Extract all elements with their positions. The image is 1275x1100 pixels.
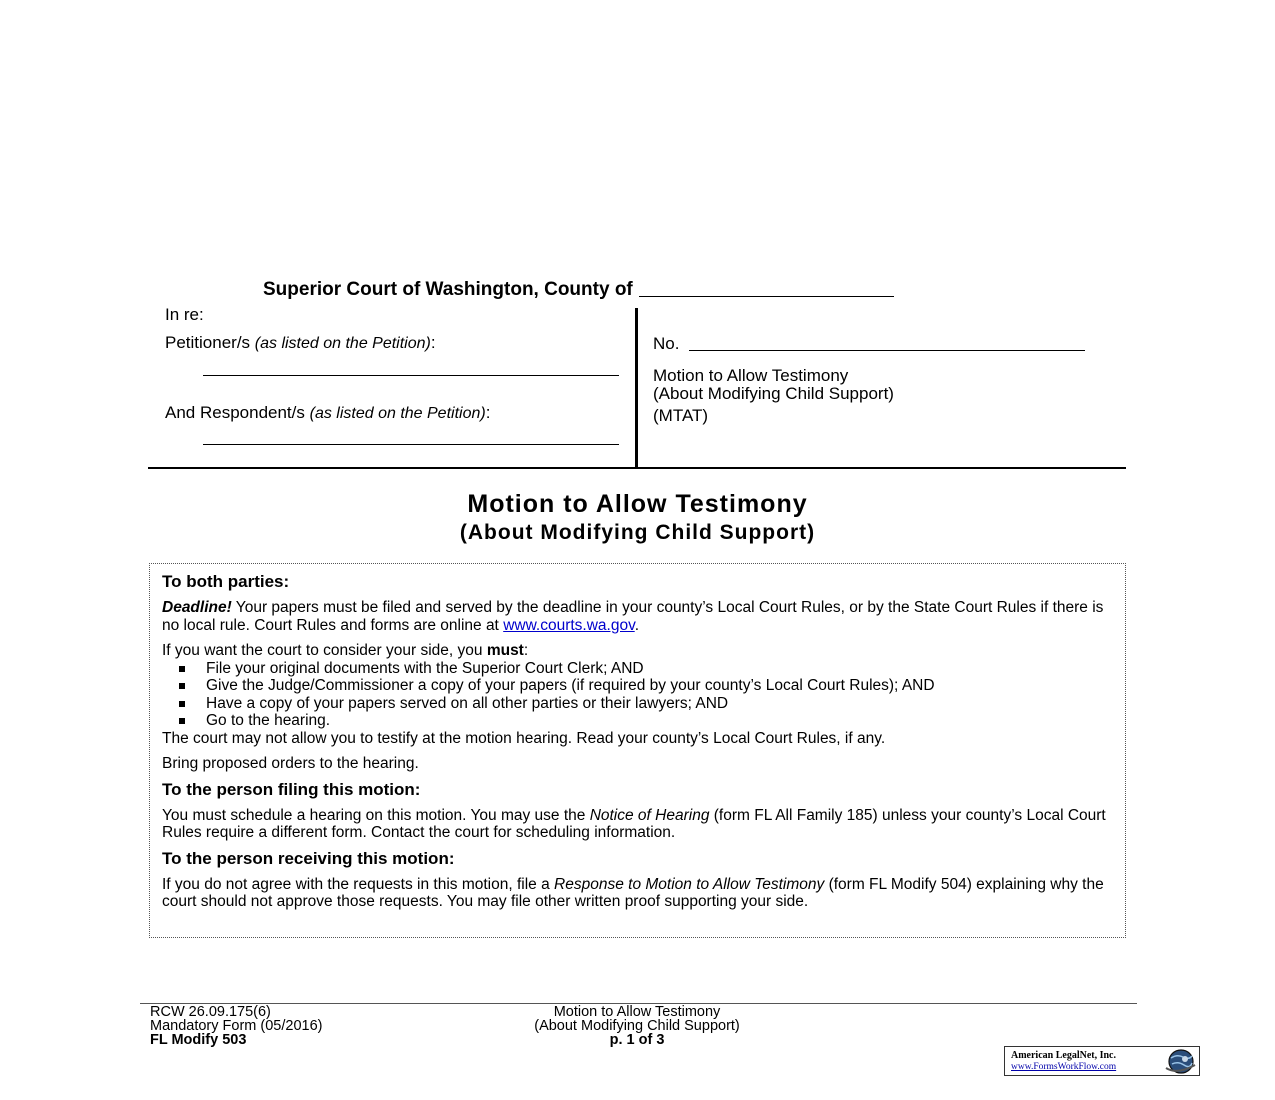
petitioner-label bbox=[165, 333, 436, 353]
petitioner-note: (as listed on the Petition) bbox=[254, 335, 431, 352]
respondent-label-text: And Respondent/s bbox=[165, 403, 310, 422]
caption-right bbox=[653, 334, 1085, 425]
caption-doc-title-line1: Motion to Allow Testimony bbox=[653, 366, 849, 385]
caption-bottom-rule bbox=[148, 467, 1126, 469]
case-number-line[interactable] bbox=[689, 335, 1085, 351]
document-title: Motion to Allow Testimony bbox=[467, 490, 808, 518]
must-word: must bbox=[486, 642, 524, 659]
receiving-paragraph bbox=[162, 876, 1113, 911]
list-item: Go to the hearing. bbox=[162, 712, 1113, 730]
in-re-label: In re: bbox=[165, 305, 204, 324]
county-blank-line[interactable] bbox=[639, 279, 894, 297]
court-title bbox=[263, 279, 894, 301]
filing-heading: To the person filing this motion: bbox=[162, 779, 421, 799]
case-number-label: No. bbox=[653, 334, 680, 353]
case-number-row bbox=[653, 334, 1085, 354]
list-item: Have a copy of your papers served on all other parties or their lawyers; AND bbox=[162, 695, 1113, 713]
must-intro-text: If you want the court to consider your side, you bbox=[162, 642, 487, 659]
must-colon: : bbox=[523, 642, 529, 659]
testify-note: The court may not allow you to testify at the motion hearing. Read your county’s Local Court Rules, if any. bbox=[162, 729, 886, 747]
petitioner-name-line[interactable] bbox=[203, 375, 619, 376]
footer-page-number: p. 1 of 3 bbox=[609, 1032, 665, 1048]
respondent-colon: : bbox=[485, 403, 491, 422]
document-subtitle: (About Modifying Child Support) bbox=[459, 521, 816, 544]
deadline-end: . bbox=[634, 616, 640, 634]
petitioner-label-text: Petitioner/s bbox=[165, 333, 255, 352]
requirements-list bbox=[162, 660, 1113, 730]
courts-link[interactable]: www.courts.wa.gov bbox=[503, 616, 635, 634]
instructions-box bbox=[149, 563, 1126, 938]
respondent-name-line[interactable] bbox=[203, 444, 619, 445]
respondent-label bbox=[165, 403, 490, 423]
logo-company: American LegalNet, Inc. bbox=[1011, 1050, 1116, 1061]
footer-form-id: FL Modify 503 bbox=[150, 1032, 247, 1048]
receiving-text-b: (form FL Modify 504) explaining why the court should not approve those requests. You may file other written proof supporting your side. bbox=[162, 875, 1104, 910]
list-item: File your original documents with the Superior Court Clerk; AND bbox=[162, 660, 1113, 678]
receiving-heading: To the person receiving this motion: bbox=[162, 848, 455, 868]
receiving-text-a: If you do not agree with the requests in this motion, file a bbox=[162, 875, 555, 893]
filing-text-a: You must schedule a hearing on this motion. You may use the bbox=[162, 806, 590, 824]
footer-title-line2: (About Modifying Child Support) bbox=[534, 1018, 740, 1034]
deadline-text: Your papers must be filed and served by the deadline in your county’s Local Court Rules, or by the State Court Rules if there is no local rule. Court Rules and forms are online at bbox=[162, 599, 1104, 634]
notice-of-hearing-form: Notice of Hearing bbox=[589, 806, 710, 824]
globe-icon bbox=[1163, 1048, 1197, 1075]
must-intro-paragraph bbox=[162, 642, 1113, 660]
filing-text-b: (form FL All Family 185) unless your county’s Local Court Rules require a different form. Contact the court for scheduling information. bbox=[162, 806, 1106, 841]
footer-center bbox=[487, 1005, 787, 1047]
footer-mandatory: Mandatory Form (05/2016) bbox=[150, 1018, 323, 1034]
filing-paragraph bbox=[162, 807, 1113, 842]
orders-note: Bring proposed orders to the hearing. bbox=[162, 755, 419, 772]
footer-title-line1: Motion to Allow Testimony bbox=[553, 1004, 721, 1020]
footer-statute: RCW 26.09.175(6) bbox=[150, 1004, 271, 1020]
logo-site[interactable]: www.FormsWorkFlow.com bbox=[1011, 1062, 1117, 1072]
both-parties-heading: To both parties: bbox=[162, 572, 290, 591]
deadline-paragraph bbox=[162, 599, 1113, 634]
deadline-label: Deadline! bbox=[162, 599, 232, 616]
response-form: Response to Motion to Allow Testimony bbox=[554, 875, 825, 893]
american-legalnet-logo[interactable] bbox=[1004, 1046, 1200, 1076]
list-item: Give the Judge/Commissioner a copy of your papers (if required by your county’s Local Court Rules); AND bbox=[162, 677, 1113, 695]
court-title-text: Superior Court of Washington, County of bbox=[263, 279, 633, 300]
petitioner-colon: : bbox=[430, 333, 436, 352]
caption-vertical-divider bbox=[635, 308, 638, 469]
caption-doc-code: (MTAT) bbox=[653, 406, 709, 425]
respondent-note: (as listed on the Petition) bbox=[309, 405, 486, 422]
footer-left bbox=[150, 1005, 322, 1047]
caption-doc-title-line2: (About Modifying Child Support) bbox=[653, 384, 894, 403]
